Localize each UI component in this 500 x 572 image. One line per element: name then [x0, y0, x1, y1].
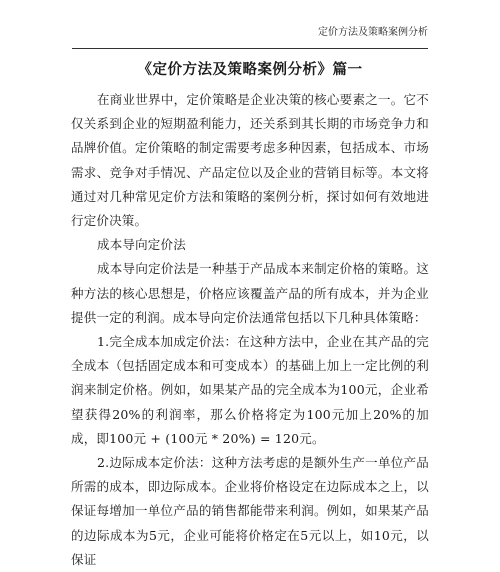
intro-paragraph: 在商业世界中，定价策略是企业决策的核心要素之一。它不仅关系到企业的短期盈利能力，还关系到其长期的市场竞争力和品牌价值。定价策略的制定需要考虑多种因素，包括成本、市场需求、竞争对手情况、产品定位以及企业的营销目标等。本文将通过对几种常见定价方法和策略的案例分析，探讨如何有效地进行定价决策。 [71, 92, 429, 229]
cost-based-paragraph: 成本导向定价法是一种基于产品成本来制定价格的策略。这种方法的核心思想是，价格应该覆盖产品的所有成本，并为企业提供一定的利润。成本导向定价法通常包括以下几种具体策略： [71, 261, 429, 325]
marginal-cost-paragraph: 2.边际成本定价法：这种方法考虑的是额外生产一单位产品所需的成本，即边际成本。企业将价格设定在边际成本之上，以保证每增加一单位产品的销售都能带来利润。例如，如果某产品的边际成本为5元，企业可能将价格定在5元以上，如10元，以保证 [71, 455, 429, 567]
full-cost-plus-paragraph: 1.完全成本加成定价法：在这种方法中，企业在其产品的完全成本（包括固定成本和可变成本）的基础上加上一定比例的利润来制定价格。例如，如果某产品的完全成本为100元，企业希望获得20%的利润率，那么价格将定为100元加上20%的加成，即100元 + (100元 * 20%) = 120元。 [71, 334, 429, 446]
section-heading-cost-based: 成本导向定价法 [97, 237, 186, 253]
document-body [71, 88, 429, 572]
document-title: 《定价方法及策略案例分析》篇一 [137, 62, 363, 78]
running-header-title: 定价方法及策略案例分析 [318, 27, 428, 38]
running-header [72, 26, 428, 49]
